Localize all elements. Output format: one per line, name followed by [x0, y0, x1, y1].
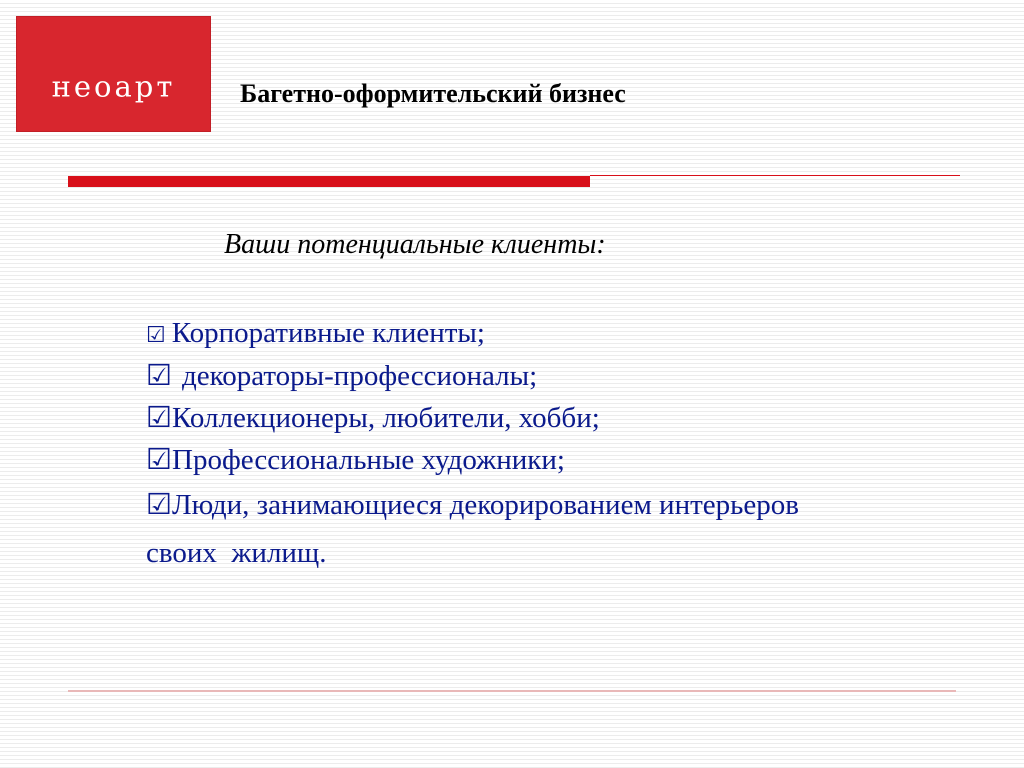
checkbox-checked-icon: ☑ — [146, 442, 172, 476]
list-item — [146, 438, 846, 480]
neoart-logo — [17, 17, 210, 131]
list-item-label: декораторы-профессионалы; — [182, 360, 538, 392]
list-item-label: Люди, занимающиеся декорированием интерьеров своих жилищ. — [146, 489, 814, 569]
logo-text: неоарт — [51, 69, 176, 104]
list-item — [146, 396, 846, 438]
header-divider-thin — [590, 175, 960, 176]
list-item-label: Коллекционеры, любители, хобби; — [172, 402, 600, 434]
section-subtitle: Ваши потенциальные клиенты: — [224, 229, 606, 260]
client-list — [146, 312, 846, 577]
page-title: Багетно-оформительский бизнес — [240, 79, 626, 108]
checkbox-checked-icon: ☑ — [146, 323, 166, 348]
footer-divider — [68, 690, 956, 692]
checkbox-checked-icon: ☑ — [146, 358, 172, 392]
list-item — [146, 312, 846, 354]
header-divider-thick — [68, 176, 590, 187]
list-item-label: Корпоративные клиенты; — [171, 317, 485, 349]
checkbox-checked-icon: ☑ — [146, 487, 172, 521]
list-item-label: Профессиональные художники; — [172, 444, 565, 476]
list-item — [146, 354, 846, 396]
list-item — [146, 480, 814, 577]
checkbox-checked-icon: ☑ — [146, 400, 172, 434]
